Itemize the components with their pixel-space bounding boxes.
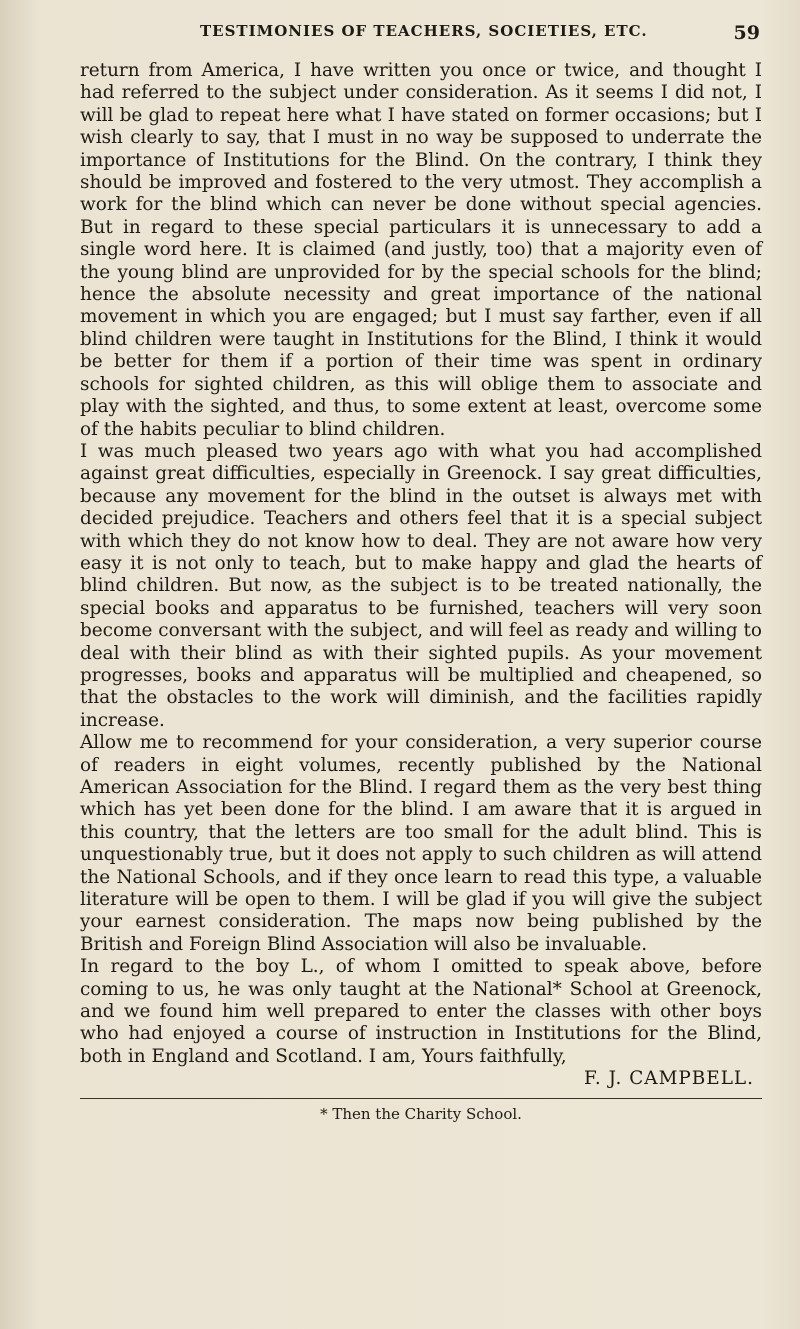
paragraph: I was much pleased two years ago with what you had accomplished against great difficulties, especially in Greenock. I say great difficulties, because any movement for the blind in the outset is always met with decided prejudice. Teachers and others feel that it is a special subject with which they do not know how to deal. They are not aware how very easy it is not only to teach, but to make happy and glad the hearts of blind children. But now, as the subject is to be treated nationally, the special books and apparatus to be furnished, teachers will very soon become conversant with the subject, and will feel as ready and willing to deal with their blind as with their sighted pupils. As your movement progresses, books and apparatus will be multiplied and cheapened, so that the obstacles to the work will diminish, and the facilities rapidly increase. bbox=[80, 440, 762, 731]
paragraph: return from America, I have written you once or twice, and thought I had referred to the subject under consideration. As it seems I did not, I will be glad to repeat here what I have stated on former occasions; but I wish clearly to say, that I must in no way be supposed to underrate the importance of Institutions for the Blind. On the contrary, I think they should be improved and fostered to the very utmost. They accomplish a work for the blind which can never be done without special agencies. But in regard to these special particulars it is unnecessary to add a single word here. It is claimed (and justly, too) that a majority even of the young blind are unprovided for by the special schools for the blind; hence the absolute necessity and great importance of the national movement in which you are engaged; but I must say farther, even if all blind children were taught in Institutions for the Blind, I think it would be better for them if a portion of their time was spent in ordinary schools for sighted children, as this will oblige them to associate and play with the sighted, and thus, to some extent at least, overcome some of the habits peculiar to blind children. bbox=[80, 60, 762, 440]
running-head: TESTIMONIES OF TEACHERS, SOCIETIES, ETC. bbox=[200, 22, 648, 40]
footnote-divider bbox=[80, 1098, 762, 1099]
paragraph: Allow me to recommend for your consideration, a very superior course of readers in eight volumes, recently published by the National American Association for the Blind. I regard them as the very best thing which has yet been done for the blind. I am aware that it is argued in this country, that the letters are too small for the adult blind. This is unquestionably true, but it does not apply to such children as will attend the National Schools, and if they once learn to read this type, a valuable literature will be open to them. I will be glad if you will give the subject your earnest consideration. The maps now being published by the British and Foreign Blind Association will also be invaluable. bbox=[80, 732, 762, 955]
signature: F. J. CAMPBELL. bbox=[584, 1068, 754, 1090]
body-text bbox=[80, 60, 762, 1068]
paragraph: In regard to the boy L., of whom I omitted to speak above, before coming to us, he was only taught at the National* School at Greenock, and we found him well prepared to enter the classes with other boys who had enjoyed a course of instruction in Institutions for the Blind, both in England and Scotland. I am, Yours faithfully, bbox=[80, 956, 762, 1067]
page-number: 59 bbox=[733, 22, 760, 44]
page-header bbox=[80, 22, 762, 52]
footnote: * Then the Charity School. bbox=[320, 1105, 522, 1124]
